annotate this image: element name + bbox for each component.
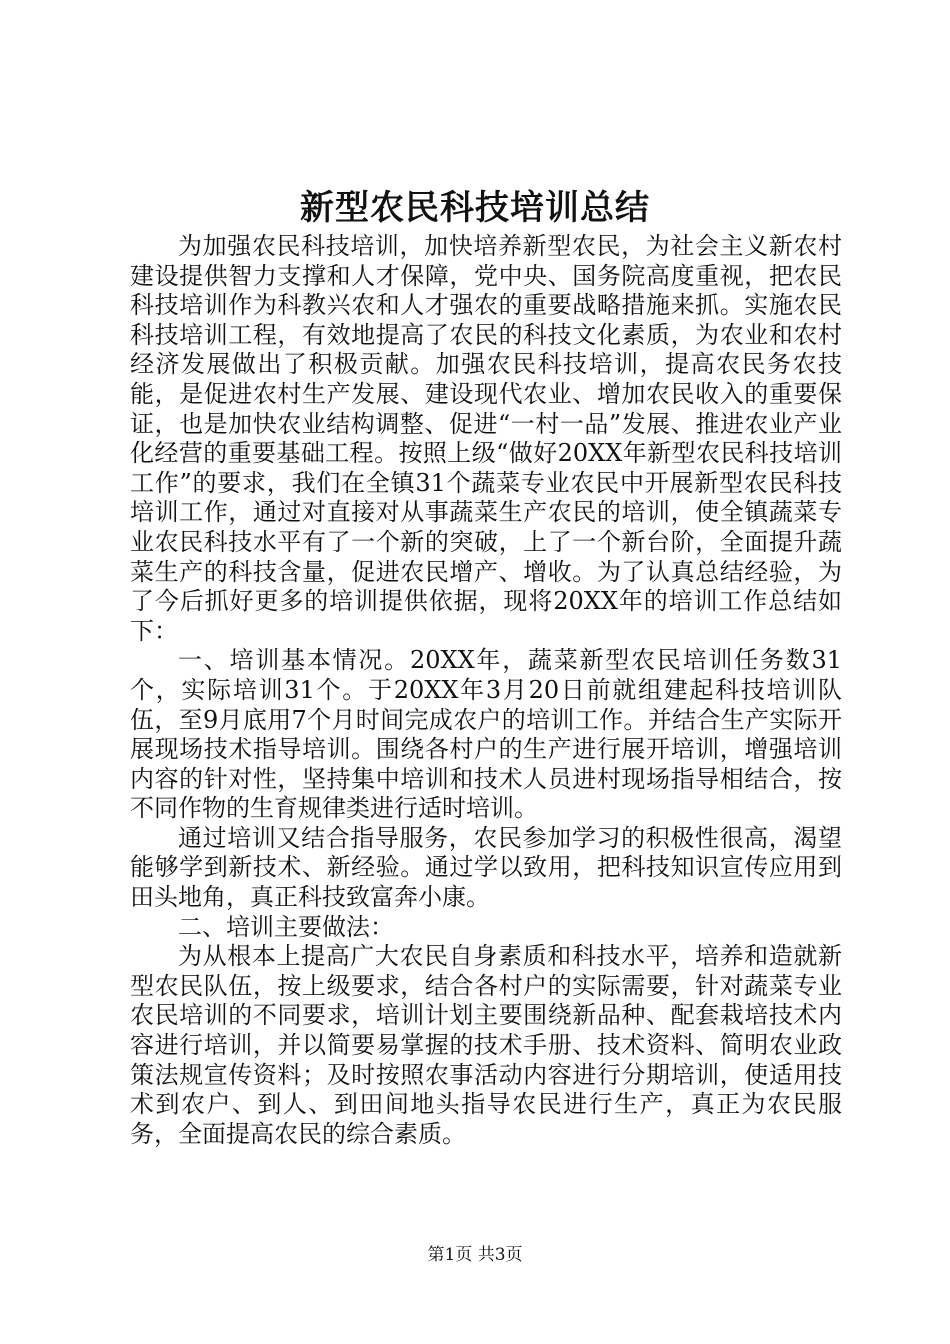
document-title: 新型农民科技培训总结 — [300, 188, 650, 228]
paragraph-intro: 为加强农民科技培训，加快培养新型农民，为社会主义新农村建设提供智力支撑和人才保障，党中央、国务院高度重视，把农民科技培训作为科教兴农和人才强农的重要战略措施来抓。实施农民科技培训工程，有效地提高了农民的科技文化素质，为农业和农村经济发展做出了积极贡献。加强农民科技培训，提高农民务农技能，是促进农村生产发展、建设现代农业、增加农民收入的重要保证，也是加快农业结构调整、促进“一村一品”发展、推进农业产业化经营的重要基础工程。按照上级“做好20XX年新型农民科技培训工作”的要求，我们在全镇31个蔬菜专业农民中开展新型农民科技培训工作，通过对直接对从事蔬菜生产农民的培训，使全镇蔬菜专业农民科技水平有了一个新的突破，上了一个新台阶，全面提升蔬菜生产的科技含量，促进农民增产、增收。为了认真总结经验，为了今后抓好更多的培训提供依据，现将20XX年的培训工作总结如下： — [130, 232, 842, 645]
paragraph-section-1: 一、培训基本情况。20XX年，蔬菜新型农民培训任务数31个，实际培训31个。于20XX年3月20日前就组建起科技培训队伍，至9月底用7个月时间完成农户的培训工作。并结合生产实际开展现场技术指导培训。围绕各村户的生产进行展开培训，增强培训内容的针对性，坚持集中培训和技术人员进村现场指导相结合，按不同作物的生育规律类进行适时培训。 — [130, 646, 842, 823]
paragraph-training-result: 通过培训又结合指导服务，农民参加学习的积极性很高，渴望能够学到新技术、新经验。通过学以致用，把科技知识宣传应用到田头地角，真正科技致富奔小康。 — [130, 823, 842, 912]
document-body — [130, 232, 842, 1149]
paragraph-section-2-body: 为从根本上提高广大农民自身素质和科技水平，培养和造就新型农民队伍，按上级要求，结合各村户的实际需要，针对蔬菜专业农民培训的不同要求，培训计划主要围绕新品种、配套栽培技术内容进行培训，并以简要易掌握的技术手册、技术资料、简明农业政策法规宣传资料；及时按照农事活动内容进行分期培训，使适用技术到农户、到人、到田间地头指导农民进行生产，真正为农民服务，全面提高农民的综合素质。 — [130, 942, 842, 1148]
paragraph-section-2-heading: 二、培训主要做法： — [178, 912, 394, 941]
page-number: 第1页 共3页 — [427, 1245, 523, 1265]
